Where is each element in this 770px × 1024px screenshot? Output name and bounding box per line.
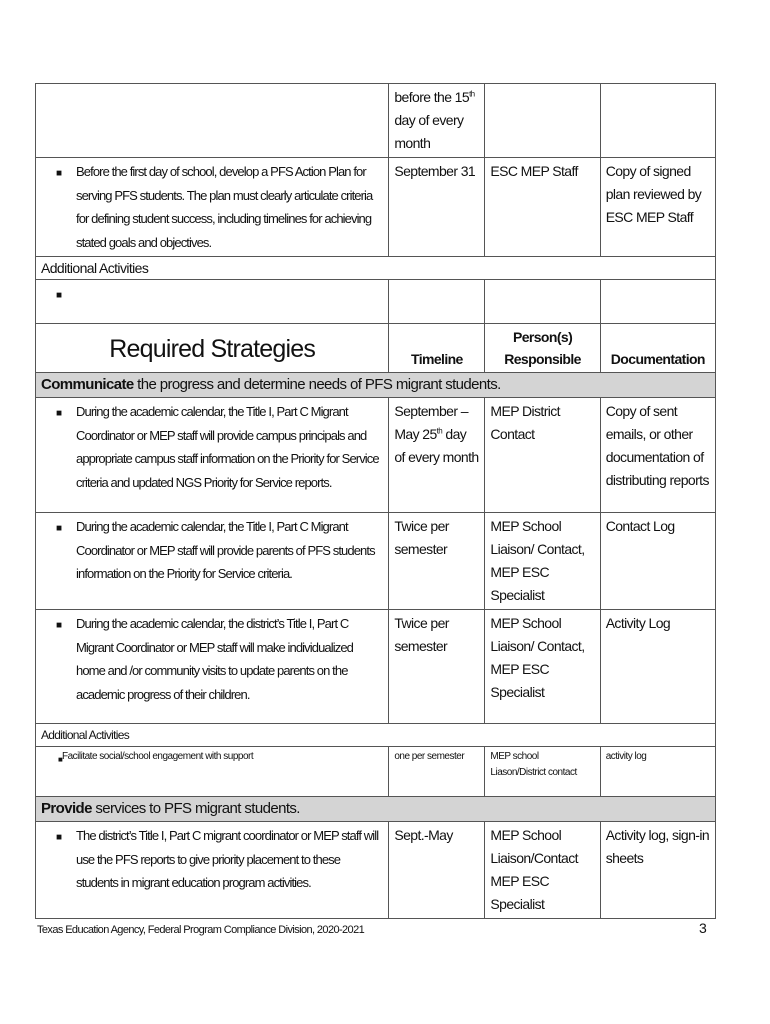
strategy-cell: ■ During the academic calendar, the Title I, Part C Migrant Coordinator or MEP staff will provide parents of PFS students information on the Priority for Service criteria. (36, 513, 389, 610)
person-cell: MEP School Liaison/ Contact, MEP ESC Specialist (485, 610, 600, 724)
compliance-table-page (35, 83, 716, 919)
person-cell: MEP School Liaison/ Contact, MEP ESC Specialist (485, 513, 600, 610)
person-cell: ESC MEP Staff (485, 158, 600, 257)
timeline-cell: September 31 (389, 158, 485, 257)
strategies-header-row (36, 324, 716, 373)
footer-text: Texas Education Agency, Federal Program Compliance Division, 2020-2021 (37, 924, 365, 936)
bullet-icon: ■ (56, 168, 62, 179)
documentation-cell (600, 84, 715, 158)
timeline-cell: Sept.-May (389, 822, 485, 919)
section-keyword: Communicate (41, 376, 134, 393)
documentation-cell: activity log (600, 747, 715, 797)
documentation-header: Documentation (600, 324, 715, 373)
strategy-cell: ■ Before the first day of school, develop a PFS Action Plan for serving PFS students. The plan must clearly articulate criteria for defining student success, including timelines for achieving stated goals and objectives. (36, 158, 389, 257)
table-row (36, 513, 716, 610)
timeline-cell: before the 15th day of every month (389, 84, 485, 158)
strategy-cell (36, 84, 389, 158)
section-keyword: Provide (41, 800, 92, 817)
strategy-cell: ■ Facilitate social/school engagement with support (36, 747, 389, 797)
table-row (36, 398, 716, 513)
person-cell: MEP school Liason/District contact (485, 747, 600, 797)
person-cell: MEP School Liaison/Contact MEP ESC Specialist (485, 822, 600, 919)
documentation-cell: Contact Log (600, 513, 715, 610)
table-row (36, 158, 716, 257)
bullet-icon: ■ (56, 523, 62, 534)
table-row (36, 610, 716, 724)
documentation-cell (600, 280, 715, 324)
page-number: 3 (699, 920, 707, 936)
additional-activities-row (36, 724, 716, 747)
section-header-provide (36, 797, 716, 822)
table-row (36, 747, 716, 797)
strategy-cell: ■ During the academic calendar, the Title I, Part C Migrant Coordinator or MEP staff will provide campus principals and appropriate campus staff information on the Priority for Service criteria and updated NGS Priority for Service reports. (36, 398, 389, 513)
section-header-communicate (36, 373, 716, 398)
documentation-cell: Copy of sent emails, or other documentation of distributing reports (600, 398, 715, 513)
table-row (36, 280, 716, 324)
strategy-cell: ■ During the academic calendar, the district’s Title I, Part C Migrant Coordinator or MEP staff will make individualized home and /or community visits to update parents on the academic progress of their children. (36, 610, 389, 724)
additional-activities-row (36, 257, 716, 280)
required-strategies-heading: Required Strategies (36, 324, 389, 373)
table-row (36, 84, 716, 158)
person-cell (485, 84, 600, 158)
timeline-cell: one per semester (389, 747, 485, 797)
timeline-cell: September –May 25th day of every month (389, 398, 485, 513)
documentation-cell: Copy of signed plan reviewed by ESC MEP Staff (600, 158, 715, 257)
timeline-cell: Twice per semester (389, 513, 485, 610)
timeline-cell (389, 280, 485, 324)
strategy-cell (36, 280, 389, 324)
bullet-icon: ■ (58, 755, 63, 764)
section-description: services to PFS migrant students. (91, 800, 300, 817)
bullet-icon: ■ (56, 408, 62, 419)
bullet-icon: ■ (56, 290, 62, 301)
additional-activities-label: Additional Activities (36, 257, 716, 280)
timeline-cell: Twice per semester (389, 610, 485, 724)
timeline-header: Timeline (389, 324, 485, 373)
strategy-cell: ■ The district’s Title I, Part C migrant coordinator or MEP staff will use the PFS reports to give priority placement to these students in migrant education program activities. (36, 822, 389, 919)
bullet-icon: ■ (56, 832, 62, 843)
section-description: the progress and determine needs of PFS migrant students. (133, 376, 501, 393)
additional-activities-label: Additional Activities (36, 724, 716, 747)
pfs-strategies-table (35, 83, 716, 919)
person-cell (485, 280, 600, 324)
documentation-cell: Activity log, sign-in sheets (600, 822, 715, 919)
documentation-cell: Activity Log (600, 610, 715, 724)
person-header: Person(s) Responsible (485, 324, 600, 373)
person-cell: MEP District Contact (485, 398, 600, 513)
table-row (36, 822, 716, 919)
bullet-icon: ■ (56, 620, 62, 631)
